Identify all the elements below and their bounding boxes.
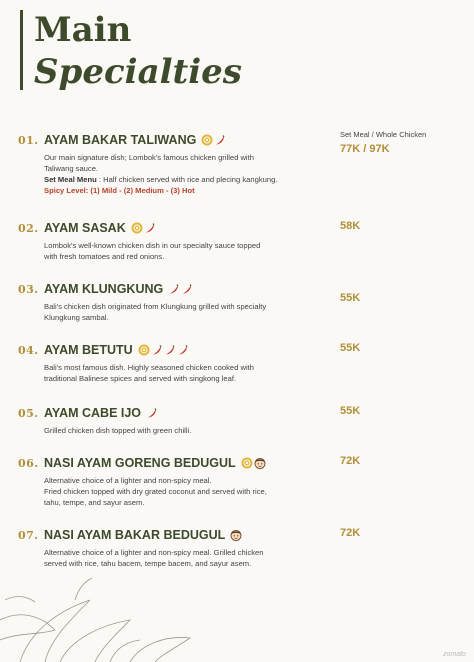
item-number: 03.: [18, 282, 39, 296]
chili-icon: [146, 407, 158, 419]
item-description: Our main signature dish; Lombok's famous chicken grilled with Taliwang sauce. Set Meal Menu : Half chicken served with rice and plecing kangkung. Spicy Level: (1) Mild - (2) Medium - (3) Hot: [44, 152, 334, 196]
page-title-line2: Specialties: [34, 52, 242, 92]
spicy-level: Spicy Level: (1) Mild - (2) Medium - (3) Hot: [44, 186, 195, 195]
item-name: AYAM CABE IJO: [44, 406, 142, 420]
menu-item: [18, 341, 458, 384]
leaf-decoration: [0, 560, 474, 662]
item-description: Grilled chicken dish topped with green chilli.: [44, 426, 192, 435]
chili-icon: [181, 283, 193, 295]
item-price: 55K: [340, 292, 361, 304]
item-icons: [230, 529, 242, 541]
item-price: 77K / 97K: [340, 143, 390, 155]
item-description: Alternative choice of a lighter and non-spicy meal. Fried chicken topped with dry grated coconut and served with rice, tahu, tempe, and sayur asem.: [44, 476, 267, 507]
chili-icon: [214, 134, 226, 146]
item-price: 72K: [340, 527, 361, 539]
item-number: 02.: [18, 221, 39, 235]
watermark: zomato: [443, 651, 466, 658]
page-title-line1: Main: [34, 10, 132, 50]
item-description: Lombok's well-known chicken dish in our specialty sauce topped with fresh tomatoes and red onions.: [44, 241, 261, 261]
menu-item: [18, 404, 458, 436]
kid-face-icon: [254, 457, 266, 469]
chili-icon: [168, 283, 180, 295]
item-number: 05.: [18, 406, 39, 420]
item-price: 72K: [340, 455, 361, 467]
item-price: 55K: [340, 405, 361, 417]
title-accent-bar: [20, 10, 23, 90]
chili-icon: [177, 344, 189, 356]
item-description: Bali's most famous dish. Highly seasoned chicken cooked with traditional Balinese spices and served with singkong leaf.: [44, 363, 254, 383]
kid-face-icon: [230, 529, 242, 541]
signature-badge-icon: [138, 344, 150, 356]
item-name: AYAM KLUNGKUNG: [44, 282, 164, 296]
item-description: Alternative choice of a lighter and non-spicy meal. Grilled chicken served with rice, tahu bacem, tempe bacem, and sayur asem.: [44, 548, 264, 568]
item-icons: [138, 344, 189, 356]
chili-icon: [151, 344, 163, 356]
item-name: AYAM BETUTU: [44, 343, 133, 357]
set-meal-text: : Half chicken served with rice and plecing kangkung.: [96, 175, 278, 184]
item-name: AYAM BAKAR TALIWANG: [44, 133, 197, 147]
menu-item: [18, 219, 458, 262]
item-icons: [201, 134, 226, 146]
signature-badge-icon: [201, 134, 213, 146]
item-number: 01.: [18, 133, 39, 147]
item-icons: [146, 407, 158, 419]
item-number: 07.: [18, 528, 39, 542]
item-icons: [131, 222, 156, 234]
item-description: Bali's chicken dish originated from Klungkung grilled with specialty Klungkung sambal.: [44, 302, 267, 322]
chili-icon: [144, 222, 156, 234]
item-icons: [168, 283, 193, 295]
menu-item: [18, 131, 458, 196]
item-name: AYAM SASAK: [44, 221, 126, 235]
set-meal-label: Set Meal Menu: [44, 175, 97, 184]
item-name: NASI AYAM BAKAR BEDUGUL: [44, 528, 226, 542]
signature-badge-icon: [241, 457, 253, 469]
item-number: 06.: [18, 456, 39, 470]
menu-item: [18, 454, 458, 508]
item-price: 55K: [340, 342, 361, 354]
chili-icon: [164, 344, 176, 356]
price-header: Set Meal / Whole Chicken: [340, 130, 427, 139]
signature-badge-icon: [131, 222, 143, 234]
menu-item: [18, 280, 458, 323]
item-icons: [241, 457, 266, 469]
item-price: 58K: [340, 220, 361, 232]
item-name: NASI AYAM GORENG BEDUGUL: [44, 456, 236, 470]
item-number: 04.: [18, 343, 39, 357]
